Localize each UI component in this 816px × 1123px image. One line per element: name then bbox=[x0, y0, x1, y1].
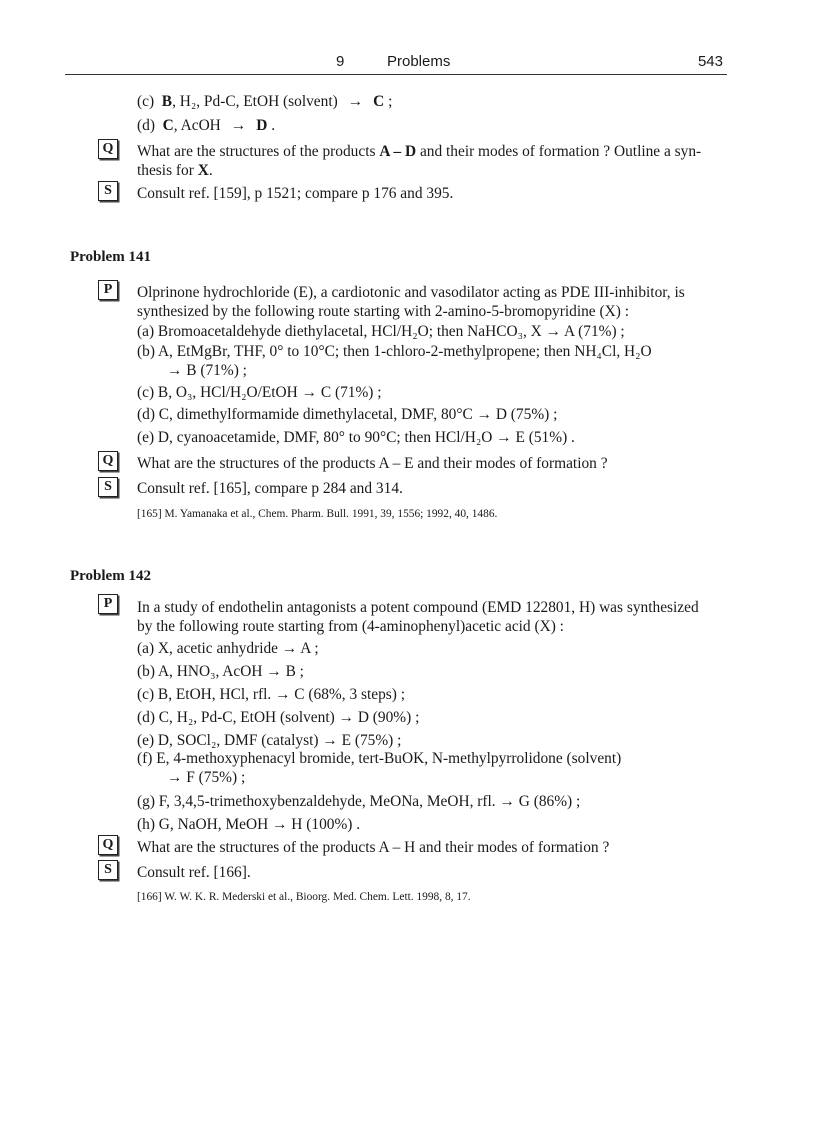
problem-box-icon: P bbox=[98, 280, 118, 300]
p141-step-e: (e) D, cyanoacetamide, DMF, 80° to 90°C; then HCl/H₂O → E (51%) . bbox=[137, 429, 575, 446]
p142-step-c: (c) B, EtOH, HCl, rfl. → C (68%, 3 steps) ; bbox=[137, 686, 406, 703]
question-box-icon: Q bbox=[98, 451, 118, 471]
p142-step-f: (f) E, 4-methoxyphenacyl bromide, tert-BuOK, N-methylpyrrolidone (solvent) bbox=[137, 750, 622, 767]
p142-step-h: (h) G, NaOH, MeOH → H (100%) . bbox=[137, 816, 361, 833]
page-number: 543 bbox=[697, 53, 723, 70]
arrow-icon: → bbox=[230, 117, 247, 134]
p141-intro-line1: Olprinone hydrochloride (E), a cardiotonic and vasodilator acting as PDE III-inhibitor, is bbox=[137, 284, 685, 301]
p141-step-c: (c) B, O₃, HCl/H₂O/EtOH → C (71%) ; bbox=[137, 384, 382, 401]
chapter-title: Problems bbox=[387, 53, 451, 70]
p142-reference: [166] W. W. K. R. Mederski et al., Bioorg. Med. Chem. Lett. 1998, 8, 17. bbox=[137, 891, 471, 903]
p142-step-f-cont: → F (75%) ; bbox=[167, 769, 246, 786]
p141-reference: [165] M. Yamanaka et al., Chem. Pharm. Bull. 1991, 39, 1556; 1992, 40, 1486. bbox=[137, 508, 498, 520]
p142-step-b: (b) A, HNO₃, AcOH → B ; bbox=[137, 663, 304, 680]
running-header bbox=[65, 50, 727, 75]
question-text: What are the structures of the products A – D and their modes of formation ? Outline a syn- bbox=[137, 143, 702, 160]
question-box-icon: Q bbox=[98, 835, 118, 855]
p142-step-g: (g) F, 3,4,5-trimethoxybenzaldehyde, MeONa, MeOH, rfl. → G (86%) ; bbox=[137, 793, 581, 810]
solution-box-icon: S bbox=[98, 477, 118, 497]
p142-intro-line2: by the following route starting from (4-aminophenyl)acetic acid (X) : bbox=[137, 618, 564, 635]
p141-question: What are the structures of the products A – E and their modes of formation ? bbox=[137, 455, 608, 472]
solution-box-icon: S bbox=[98, 181, 118, 201]
p142-intro-line1: In a study of endothelin antagonists a potent compound (EMD 122801, H) was synthesized bbox=[137, 599, 699, 616]
problem-box-icon: P bbox=[98, 594, 118, 614]
p141-intro-line2: synthesized by the following route starting with 2-amino-5-bromopyridine (X) : bbox=[137, 303, 629, 320]
p142-step-d: (d) C, H₂, Pd-C, EtOH (solvent) → D (90%) ; bbox=[137, 709, 420, 726]
question-text-cont: thesis for X. bbox=[137, 162, 213, 179]
chapter-number: 9 bbox=[336, 53, 345, 70]
p141-solution: Consult ref. [165], compare p 284 and 314. bbox=[137, 480, 403, 497]
solution-box-icon: S bbox=[98, 860, 118, 880]
p141-step-d: (d) C, dimethylformamide dimethylacetal, DMF, 80°C → D (75%) ; bbox=[137, 406, 558, 423]
p141-step-b-cont: → B (71%) ; bbox=[167, 362, 247, 379]
solution-text: Consult ref. [159], p 1521; compare p 176 and 395. bbox=[137, 185, 454, 202]
p142-step-a: (a) X, acetic anhydride → A ; bbox=[137, 640, 319, 657]
p142-step-e: (e) D, SOCl₂, DMF (catalyst) → E (75%) ; bbox=[137, 732, 402, 749]
problem-142-heading: Problem 142 bbox=[70, 568, 151, 584]
step-d-line: (d) C, AcOH → D . bbox=[137, 117, 276, 134]
p141-step-b: (b) A, EtMgBr, THF, 0° to 10°C; then 1-chloro-2-methylpropene; then NH₄Cl, H₂O bbox=[137, 343, 652, 360]
p141-step-a: (a) Bromoacetaldehyde diethylacetal, HCl/H₂O; then NaHCO₃, X → A (71%) ; bbox=[137, 323, 625, 340]
p142-question: What are the structures of the products A – H and their modes of formation ? bbox=[137, 839, 610, 856]
step-c-line: (c) B, H₂, Pd-C, EtOH (solvent) → C ; bbox=[137, 93, 393, 110]
question-box-icon: Q bbox=[98, 139, 118, 159]
p142-solution: Consult ref. [166]. bbox=[137, 864, 251, 881]
arrow-icon: → bbox=[347, 93, 364, 110]
problem-141-heading: Problem 141 bbox=[70, 249, 151, 265]
